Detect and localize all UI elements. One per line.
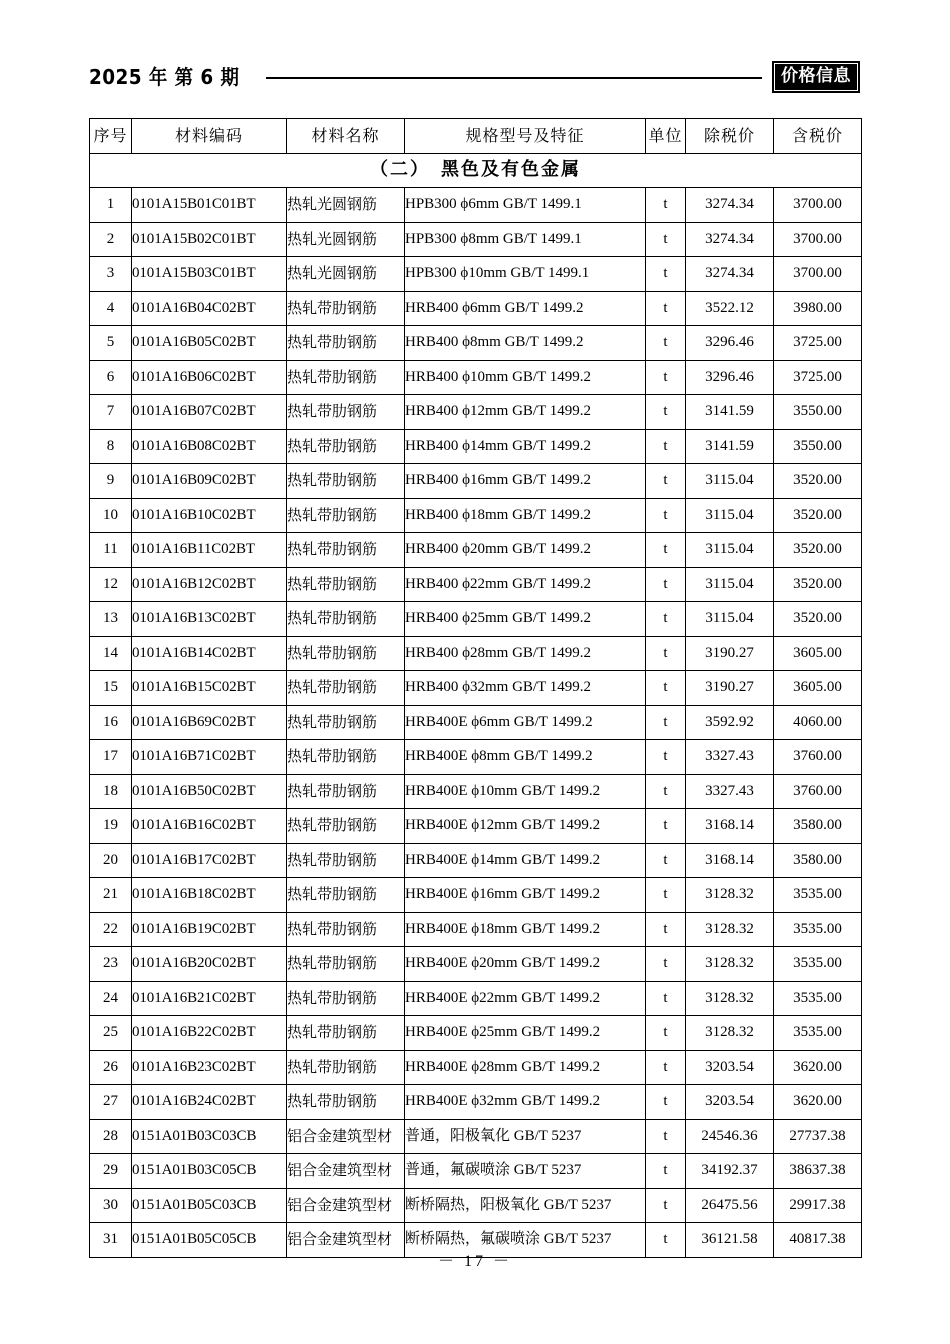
cell-code: 0151A01B03C05CB <box>132 1154 287 1189</box>
cell-excl-tax-price: 3274.34 <box>686 188 774 223</box>
table-row <box>90 809 862 844</box>
cell-excl-tax-price: 3274.34 <box>686 222 774 257</box>
cell-no: 8 <box>90 429 132 464</box>
table-row <box>90 981 862 1016</box>
table-row <box>90 567 862 602</box>
cell-no: 12 <box>90 567 132 602</box>
column-header-unit: 单位 <box>646 119 686 154</box>
cell-no: 9 <box>90 464 132 499</box>
cell-excl-tax-price: 3115.04 <box>686 567 774 602</box>
cell-name: 热轧光圆钢筋 <box>287 257 405 292</box>
table-row <box>90 395 862 430</box>
cell-incl-tax-price: 3520.00 <box>774 567 862 602</box>
cell-code: 0101A16B19C02BT <box>132 912 287 947</box>
cell-incl-tax-price: 3725.00 <box>774 360 862 395</box>
cell-no: 24 <box>90 981 132 1016</box>
cell-unit: t <box>646 947 686 982</box>
cell-excl-tax-price: 3115.04 <box>686 533 774 568</box>
cell-no: 30 <box>90 1188 132 1223</box>
cell-spec: HRB400 ϕ16mm GB/T 1499.2 <box>405 464 646 499</box>
cell-incl-tax-price: 3620.00 <box>774 1050 862 1085</box>
cell-unit: t <box>646 222 686 257</box>
cell-unit: t <box>646 774 686 809</box>
cell-incl-tax-price: 27737.38 <box>774 1119 862 1154</box>
cell-spec: HRB400E ϕ8mm GB/T 1499.2 <box>405 740 646 775</box>
cell-code: 0101A16B09C02BT <box>132 464 287 499</box>
cell-code: 0101A16B17C02BT <box>132 843 287 878</box>
cell-unit: t <box>646 602 686 637</box>
cell-code: 0101A16B16C02BT <box>132 809 287 844</box>
cell-code: 0101A16B07C02BT <box>132 395 287 430</box>
cell-name: 热轧带肋钢筋 <box>287 912 405 947</box>
cell-no: 13 <box>90 602 132 637</box>
cell-spec: HPB300 ϕ8mm GB/T 1499.1 <box>405 222 646 257</box>
cell-incl-tax-price: 3520.00 <box>774 498 862 533</box>
cell-incl-tax-price: 3725.00 <box>774 326 862 361</box>
cell-name: 铝合金建筑型材 <box>287 1223 405 1258</box>
cell-no: 17 <box>90 740 132 775</box>
cell-excl-tax-price: 36121.58 <box>686 1223 774 1258</box>
cell-code: 0101A16B10C02BT <box>132 498 287 533</box>
cell-incl-tax-price: 3760.00 <box>774 774 862 809</box>
cell-excl-tax-price: 3141.59 <box>686 395 774 430</box>
cell-spec: HRB400E ϕ20mm GB/T 1499.2 <box>405 947 646 982</box>
cell-incl-tax-price: 3550.00 <box>774 429 862 464</box>
cell-code: 0101A16B08C02BT <box>132 429 287 464</box>
cell-spec: 普通，阳极氧化 GB/T 5237 <box>405 1119 646 1154</box>
column-header-code: 材料编码 <box>132 119 287 154</box>
table-row <box>90 740 862 775</box>
cell-excl-tax-price: 3327.43 <box>686 774 774 809</box>
cell-code: 0151A01B03C03CB <box>132 1119 287 1154</box>
cell-unit: t <box>646 326 686 361</box>
cell-unit: t <box>646 1085 686 1120</box>
cell-unit: t <box>646 1188 686 1223</box>
cell-incl-tax-price: 38637.38 <box>774 1154 862 1189</box>
table-row <box>90 671 862 706</box>
cell-excl-tax-price: 3203.54 <box>686 1085 774 1120</box>
table-header <box>90 119 862 154</box>
cell-no: 22 <box>90 912 132 947</box>
cell-excl-tax-price: 3327.43 <box>686 740 774 775</box>
cell-excl-tax-price: 3128.32 <box>686 912 774 947</box>
cell-incl-tax-price: 3535.00 <box>774 878 862 913</box>
cell-spec: HRB400E ϕ12mm GB/T 1499.2 <box>405 809 646 844</box>
cell-no: 19 <box>90 809 132 844</box>
table-row <box>90 1085 862 1120</box>
cell-unit: t <box>646 464 686 499</box>
cell-unit: t <box>646 1154 686 1189</box>
cell-spec: HRB400E ϕ16mm GB/T 1499.2 <box>405 878 646 913</box>
cell-name: 热轧带肋钢筋 <box>287 981 405 1016</box>
table-row <box>90 705 862 740</box>
header-rule <box>266 77 762 79</box>
cell-incl-tax-price: 3535.00 <box>774 1016 862 1051</box>
cell-excl-tax-price: 3115.04 <box>686 498 774 533</box>
cell-spec: HRB400 ϕ10mm GB/T 1499.2 <box>405 360 646 395</box>
cell-name: 热轧带肋钢筋 <box>287 947 405 982</box>
cell-name: 铝合金建筑型材 <box>287 1154 405 1189</box>
cell-excl-tax-price: 3128.32 <box>686 878 774 913</box>
cell-code: 0101A16B23C02BT <box>132 1050 287 1085</box>
cell-name: 铝合金建筑型材 <box>287 1188 405 1223</box>
column-header-incl-tax-price: 含税价 <box>774 119 862 154</box>
table-row <box>90 326 862 361</box>
section-title: （二） 黑色及有色金属 <box>90 153 862 188</box>
cell-excl-tax-price: 3522.12 <box>686 291 774 326</box>
cell-no: 26 <box>90 1050 132 1085</box>
cell-name: 热轧带肋钢筋 <box>287 740 405 775</box>
cell-unit: t <box>646 188 686 223</box>
cell-incl-tax-price: 3700.00 <box>774 188 862 223</box>
cell-spec: HRB400 ϕ18mm GB/T 1499.2 <box>405 498 646 533</box>
cell-unit: t <box>646 705 686 740</box>
cell-no: 1 <box>90 188 132 223</box>
table-row <box>90 1154 862 1189</box>
cell-excl-tax-price: 3128.32 <box>686 1016 774 1051</box>
cell-excl-tax-price: 3190.27 <box>686 671 774 706</box>
cell-excl-tax-price: 24546.36 <box>686 1119 774 1154</box>
cell-name: 热轧带肋钢筋 <box>287 636 405 671</box>
cell-spec: HRB400 ϕ28mm GB/T 1499.2 <box>405 636 646 671</box>
table-row <box>90 912 862 947</box>
cell-name: 热轧带肋钢筋 <box>287 464 405 499</box>
table-row <box>90 464 862 499</box>
cell-no: 10 <box>90 498 132 533</box>
cell-code: 0101A16B14C02BT <box>132 636 287 671</box>
cell-incl-tax-price: 3620.00 <box>774 1085 862 1120</box>
cell-code: 0101A16B06C02BT <box>132 360 287 395</box>
cell-no: 31 <box>90 1223 132 1258</box>
column-header-excl-tax-price: 除税价 <box>686 119 774 154</box>
cell-spec: HRB400 ϕ8mm GB/T 1499.2 <box>405 326 646 361</box>
cell-no: 15 <box>90 671 132 706</box>
cell-incl-tax-price: 3535.00 <box>774 912 862 947</box>
cell-incl-tax-price: 3550.00 <box>774 395 862 430</box>
table-row <box>90 947 862 982</box>
cell-no: 18 <box>90 774 132 809</box>
cell-excl-tax-price: 3274.34 <box>686 257 774 292</box>
table-row <box>90 498 862 533</box>
table-row <box>90 636 862 671</box>
cell-name: 热轧带肋钢筋 <box>287 1016 405 1051</box>
cell-unit: t <box>646 809 686 844</box>
cell-code: 0101A16B15C02BT <box>132 671 287 706</box>
cell-incl-tax-price: 3580.00 <box>774 809 862 844</box>
cell-excl-tax-price: 3115.04 <box>686 602 774 637</box>
table-row <box>90 360 862 395</box>
table-row <box>90 774 862 809</box>
column-header-no: 序号 <box>90 119 132 154</box>
cell-excl-tax-price: 3296.46 <box>686 360 774 395</box>
cell-name: 热轧带肋钢筋 <box>287 498 405 533</box>
cell-code: 0101A16B50C02BT <box>132 774 287 809</box>
cell-name: 热轧带肋钢筋 <box>287 360 405 395</box>
cell-name: 热轧带肋钢筋 <box>287 671 405 706</box>
column-header-spec: 规格型号及特征 <box>405 119 646 154</box>
cell-unit: t <box>646 740 686 775</box>
cell-unit: t <box>646 1119 686 1154</box>
cell-unit: t <box>646 429 686 464</box>
cell-spec: 普通，氟碳喷涂 GB/T 5237 <box>405 1154 646 1189</box>
cell-spec: HRB400E ϕ22mm GB/T 1499.2 <box>405 981 646 1016</box>
cell-name: 热轧光圆钢筋 <box>287 222 405 257</box>
cell-code: 0101A16B04C02BT <box>132 291 287 326</box>
cell-name: 热轧带肋钢筋 <box>287 429 405 464</box>
running-head <box>89 60 860 94</box>
cell-no: 4 <box>90 291 132 326</box>
cell-unit: t <box>646 636 686 671</box>
cell-spec: HRB400E ϕ14mm GB/T 1499.2 <box>405 843 646 878</box>
cell-unit: t <box>646 360 686 395</box>
cell-excl-tax-price: 3128.32 <box>686 981 774 1016</box>
cell-incl-tax-price: 3605.00 <box>774 636 862 671</box>
cell-unit: t <box>646 257 686 292</box>
cell-spec: HRB400 ϕ32mm GB/T 1499.2 <box>405 671 646 706</box>
cell-spec: HRB400E ϕ18mm GB/T 1499.2 <box>405 912 646 947</box>
cell-excl-tax-price: 3141.59 <box>686 429 774 464</box>
cell-no: 20 <box>90 843 132 878</box>
cell-unit: t <box>646 291 686 326</box>
cell-code: 0101A16B05C02BT <box>132 326 287 361</box>
cell-name: 热轧带肋钢筋 <box>287 878 405 913</box>
cell-incl-tax-price: 3605.00 <box>774 671 862 706</box>
cell-unit: t <box>646 1050 686 1085</box>
table-row <box>90 1188 862 1223</box>
cell-spec: HRB400E ϕ32mm GB/T 1499.2 <box>405 1085 646 1120</box>
cell-incl-tax-price: 3535.00 <box>774 947 862 982</box>
cell-code: 0101A16B71C02BT <box>132 740 287 775</box>
cell-spec: HRB400 ϕ12mm GB/T 1499.2 <box>405 395 646 430</box>
cell-incl-tax-price: 3700.00 <box>774 222 862 257</box>
cell-incl-tax-price: 29917.38 <box>774 1188 862 1223</box>
cell-name: 热轧带肋钢筋 <box>287 705 405 740</box>
cell-no: 5 <box>90 326 132 361</box>
cell-spec: HRB400 ϕ14mm GB/T 1499.2 <box>405 429 646 464</box>
table-row <box>90 188 862 223</box>
cell-no: 28 <box>90 1119 132 1154</box>
cell-spec: HRB400 ϕ6mm GB/T 1499.2 <box>405 291 646 326</box>
price-table <box>89 118 862 1258</box>
cell-incl-tax-price: 3520.00 <box>774 533 862 568</box>
cell-name: 热轧带肋钢筋 <box>287 567 405 602</box>
cell-unit: t <box>646 878 686 913</box>
cell-no: 6 <box>90 360 132 395</box>
table-row <box>90 429 862 464</box>
cell-unit: t <box>646 981 686 1016</box>
cell-spec: HRB400 ϕ22mm GB/T 1499.2 <box>405 567 646 602</box>
cell-excl-tax-price: 3128.32 <box>686 947 774 982</box>
cell-unit: t <box>646 567 686 602</box>
cell-unit: t <box>646 671 686 706</box>
cell-excl-tax-price: 3168.14 <box>686 809 774 844</box>
cell-spec: HPB300 ϕ10mm GB/T 1499.1 <box>405 257 646 292</box>
cell-incl-tax-price: 3580.00 <box>774 843 862 878</box>
cell-code: 0101A16B20C02BT <box>132 947 287 982</box>
issue-label: 2025 年 第 6 期 <box>89 65 240 89</box>
cell-no: 2 <box>90 222 132 257</box>
cell-name: 热轧带肋钢筋 <box>287 1050 405 1085</box>
table-row <box>90 257 862 292</box>
table-row <box>90 878 862 913</box>
cell-no: 27 <box>90 1085 132 1120</box>
cell-incl-tax-price: 4060.00 <box>774 705 862 740</box>
cell-code: 0101A15B01C01BT <box>132 188 287 223</box>
table-body <box>90 153 862 1257</box>
cell-code: 0101A16B11C02BT <box>132 533 287 568</box>
cell-excl-tax-price: 3115.04 <box>686 464 774 499</box>
table-row <box>90 1119 862 1154</box>
cell-unit: t <box>646 395 686 430</box>
cell-name: 铝合金建筑型材 <box>287 1119 405 1154</box>
cell-unit: t <box>646 1223 686 1258</box>
cell-no: 16 <box>90 705 132 740</box>
table-row <box>90 533 862 568</box>
cell-code: 0101A16B12C02BT <box>132 567 287 602</box>
cell-excl-tax-price: 26475.56 <box>686 1188 774 1223</box>
cell-unit: t <box>646 498 686 533</box>
cell-excl-tax-price: 3190.27 <box>686 636 774 671</box>
cell-spec: HPB300 ϕ6mm GB/T 1499.1 <box>405 188 646 223</box>
cell-name: 热轧带肋钢筋 <box>287 843 405 878</box>
cell-name: 热轧带肋钢筋 <box>287 1085 405 1120</box>
cell-incl-tax-price: 3980.00 <box>774 291 862 326</box>
cell-code: 0101A16B18C02BT <box>132 878 287 913</box>
cell-name: 热轧带肋钢筋 <box>287 291 405 326</box>
cell-code: 0101A16B22C02BT <box>132 1016 287 1051</box>
cell-unit: t <box>646 843 686 878</box>
cell-code: 0101A15B03C01BT <box>132 257 287 292</box>
cell-unit: t <box>646 912 686 947</box>
cell-no: 3 <box>90 257 132 292</box>
cell-incl-tax-price: 40817.38 <box>774 1223 862 1258</box>
cell-name: 热轧带肋钢筋 <box>287 395 405 430</box>
cell-no: 21 <box>90 878 132 913</box>
cell-code: 0151A01B05C03CB <box>132 1188 287 1223</box>
cell-name: 热轧带肋钢筋 <box>287 774 405 809</box>
cell-name: 热轧带肋钢筋 <box>287 326 405 361</box>
cell-code: 0101A16B13C02BT <box>132 602 287 637</box>
cell-name: 热轧带肋钢筋 <box>287 602 405 637</box>
cell-incl-tax-price: 3520.00 <box>774 464 862 499</box>
cell-incl-tax-price: 3760.00 <box>774 740 862 775</box>
table-row <box>90 843 862 878</box>
cell-no: 11 <box>90 533 132 568</box>
cell-code: 0101A16B24C02BT <box>132 1085 287 1120</box>
cell-incl-tax-price: 3535.00 <box>774 981 862 1016</box>
cell-excl-tax-price: 34192.37 <box>686 1154 774 1189</box>
cell-no: 29 <box>90 1154 132 1189</box>
cell-name: 热轧光圆钢筋 <box>287 188 405 223</box>
column-header-name: 材料名称 <box>287 119 405 154</box>
cell-name: 热轧带肋钢筋 <box>287 533 405 568</box>
table-row <box>90 1050 862 1085</box>
cell-excl-tax-price: 3296.46 <box>686 326 774 361</box>
cell-incl-tax-price: 3700.00 <box>774 257 862 292</box>
cell-unit: t <box>646 533 686 568</box>
cell-spec: 断桥隔热，阳极氧化 GB/T 5237 <box>405 1188 646 1223</box>
cell-spec: HRB400 ϕ20mm GB/T 1499.2 <box>405 533 646 568</box>
table-row <box>90 222 862 257</box>
table-row <box>90 291 862 326</box>
cell-incl-tax-price: 3520.00 <box>774 602 862 637</box>
header-row <box>90 119 862 154</box>
cell-no: 7 <box>90 395 132 430</box>
cell-no: 23 <box>90 947 132 982</box>
cell-code: 0101A15B02C01BT <box>132 222 287 257</box>
section-title-row <box>90 153 862 188</box>
cell-spec: HRB400E ϕ28mm GB/T 1499.2 <box>405 1050 646 1085</box>
cell-excl-tax-price: 3203.54 <box>686 1050 774 1085</box>
table-row <box>90 1016 862 1051</box>
cell-spec: HRB400 ϕ25mm GB/T 1499.2 <box>405 602 646 637</box>
publication-badge: 价格信息 <box>772 61 860 93</box>
table-row <box>90 602 862 637</box>
cell-spec: HRB400E ϕ6mm GB/T 1499.2 <box>405 705 646 740</box>
cell-unit: t <box>646 1016 686 1051</box>
cell-name: 热轧带肋钢筋 <box>287 809 405 844</box>
cell-excl-tax-price: 3592.92 <box>686 705 774 740</box>
cell-spec: 断桥隔热，氟碳喷涂 GB/T 5237 <box>405 1223 646 1258</box>
cell-excl-tax-price: 3168.14 <box>686 843 774 878</box>
price-table-container <box>89 118 861 1258</box>
cell-no: 14 <box>90 636 132 671</box>
cell-spec: HRB400E ϕ10mm GB/T 1499.2 <box>405 774 646 809</box>
cell-no: 25 <box>90 1016 132 1051</box>
cell-code: 0101A16B69C02BT <box>132 705 287 740</box>
cell-code: 0101A16B21C02BT <box>132 981 287 1016</box>
page-number: － 17 － <box>437 1253 512 1270</box>
cell-spec: HRB400E ϕ25mm GB/T 1499.2 <box>405 1016 646 1051</box>
cell-code: 0151A01B05C05CB <box>132 1223 287 1258</box>
